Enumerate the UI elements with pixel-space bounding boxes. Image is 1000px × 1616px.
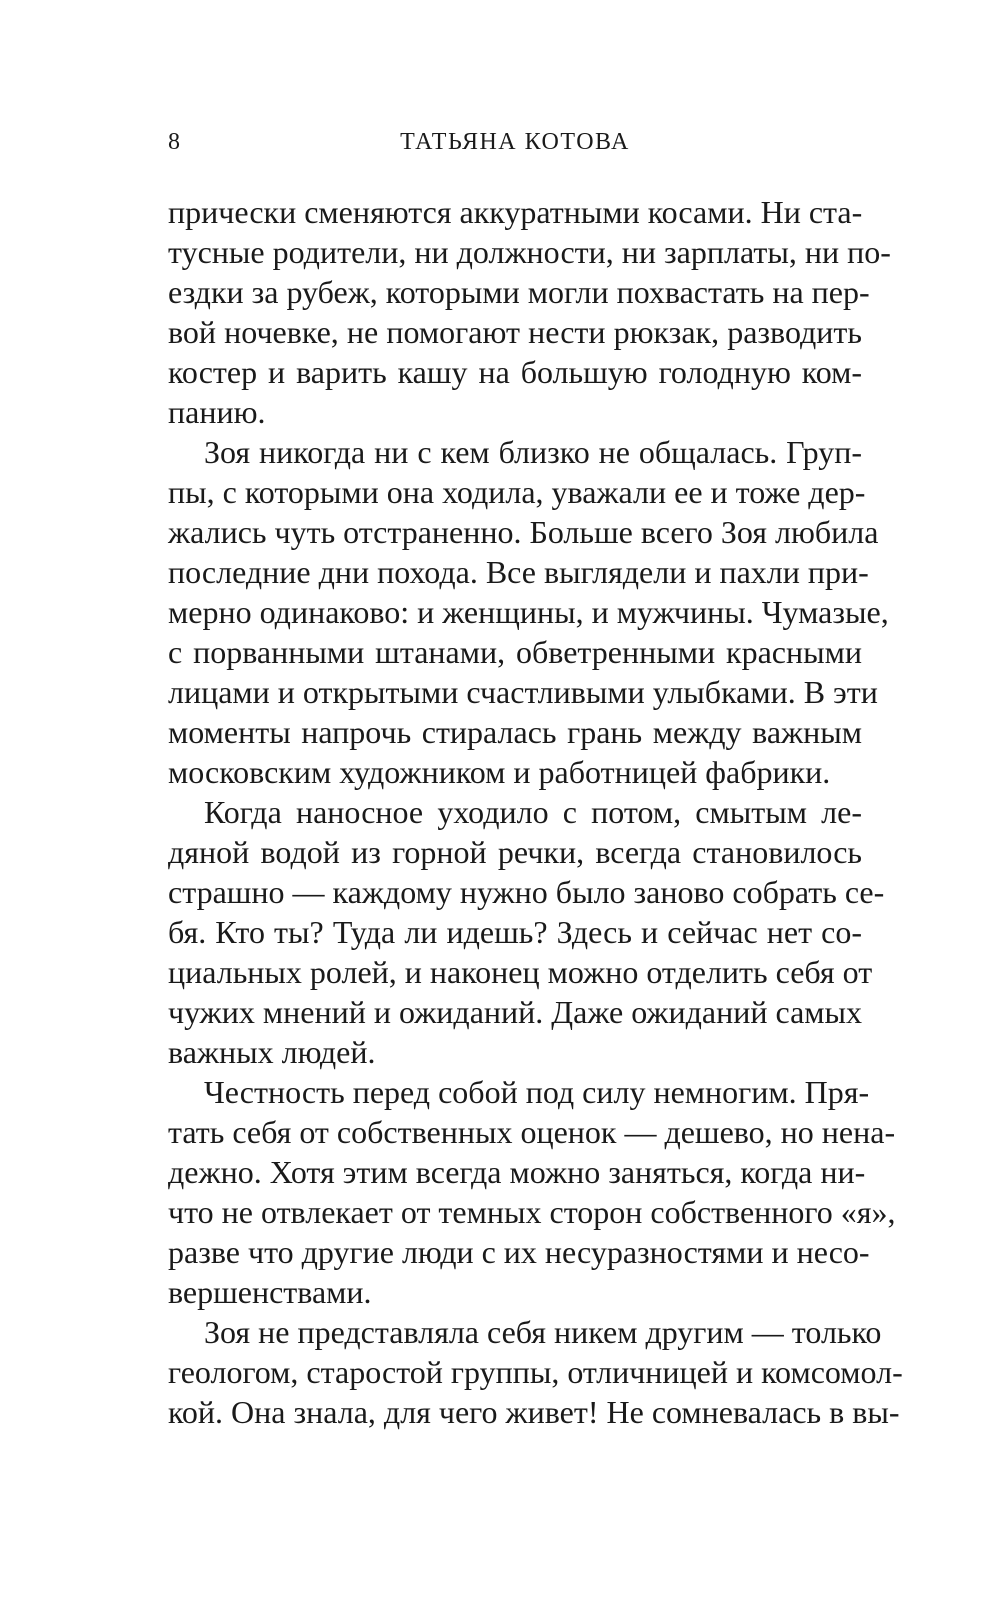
text-line: мерно одинаково: и женщины, и мужчины. Чумазые, — [168, 594, 889, 630]
body-text — [168, 192, 903, 1432]
text-line: кой. Она знала, для чего живет! Не сомневалась в вы- — [168, 1394, 900, 1430]
book-author: ТАТЬЯНА КОТОВА — [400, 129, 630, 155]
text-line: Зоя не представляла себя никем другим — только — [204, 1314, 882, 1350]
text-line: что не отвлекает от темных сторон собственного «я», — [168, 1194, 896, 1230]
text-line: циальных ролей, и наконец можно отделить себя от — [168, 954, 873, 990]
text-line: жались чуть отстраненно. Больше всего Зоя любила — [168, 514, 879, 550]
text-line: тусные родители, ни должности, ни зарплаты, ни по- — [168, 234, 891, 270]
text-line: Зоя никогда ни с кем близко не общалась. Груп- — [204, 434, 862, 470]
text-line: бя. Кто ты? Туда ли идешь? Здесь и сейчас нет со- — [168, 914, 862, 950]
text-line: пы, с которыми она ходила, уважали ее и тоже дер- — [168, 474, 866, 510]
text-line: московским художником и работницей фабрики. — [168, 754, 831, 790]
text-line: прически сменяются аккуратными косами. Ни ста- — [168, 194, 863, 230]
text-line: вершенствами. — [168, 1274, 372, 1310]
text-line: важных людей. — [168, 1034, 376, 1070]
text-line: Честность перед собой под силу немногим. Пря- — [204, 1074, 870, 1110]
text-line: моменты напрочь стиралась грань между важным — [168, 714, 862, 750]
page-number: 8 — [168, 129, 181, 155]
running-head — [168, 126, 862, 158]
text-line: страшно — каждому нужно было заново собрать се- — [168, 874, 885, 910]
text-line: вой ночевке, не помогают нести рюкзак, разводить — [168, 314, 862, 350]
text-line: дежно. Хотя этим всегда можно заняться, когда ни- — [168, 1154, 866, 1190]
text-line: тать себя от собственных оценок — дешево, но нена- — [168, 1114, 896, 1150]
text-line: лицами и открытыми счастливыми улыбками. В эти — [168, 674, 878, 710]
text-line: разве что другие люди с их несуразностями и несо- — [168, 1234, 870, 1270]
text-line: панию. — [168, 394, 266, 430]
text-line: чужих мнений и ожиданий. Даже ожиданий самых — [168, 994, 863, 1030]
text-line: с порванными штанами, обветренными красными — [168, 634, 862, 670]
text-line: дяной водой из горной речки, всегда становилось — [168, 834, 862, 870]
text-line: ездки за рубеж, которыми могли похвастать на пер- — [168, 274, 870, 310]
text-line: Когда наносное уходило с потом, смытым ле- — [204, 794, 862, 830]
text-line: костер и варить кашу на большую голодную ком- — [168, 354, 862, 390]
text-line: последние дни похода. Все выглядели и пахли при- — [168, 554, 869, 590]
text-line: геологом, старостой группы, отличницей и комсомол- — [168, 1354, 903, 1390]
